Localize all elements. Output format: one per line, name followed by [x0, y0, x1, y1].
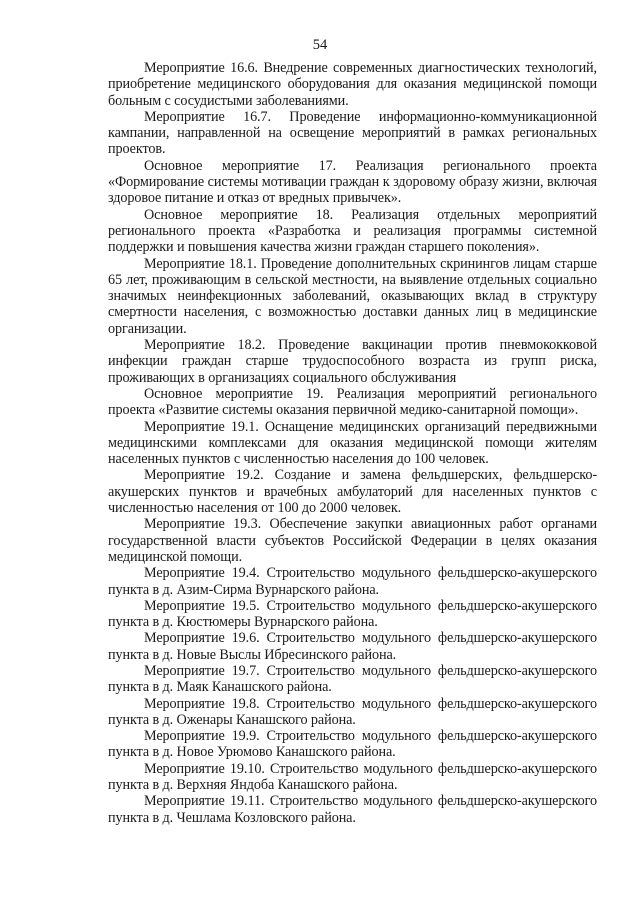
paragraph: Основное мероприятие 18. Реализация отдельных мероприятий регионального проекта «Разработка и реализация программы системной поддержки и повышения качества жизни граждан старшего поколения». — [108, 206, 597, 256]
paragraph: Мероприятие 19.1. Оснащение медицинских организаций передвижными медицинскими комплексами для оказания медицинской помощи жителям населенных пунктов с численностью населения до 100 человек. — [108, 418, 597, 468]
paragraph: Мероприятие 19.6. Строительство модульного фельдшерско-акушерского пункта в д. Новые Выслы Ибресинского района. — [108, 630, 597, 663]
page-number: 54 — [312, 37, 328, 53]
document-body — [108, 60, 597, 826]
paragraph: Мероприятие 16.6. Внедрение современных диагностических технологий, приобретение медицинского оборудования для оказания медицинской помощи больным с сосудистыми заболеваниями. — [108, 60, 597, 109]
paragraph: Основное мероприятие 19. Реализация мероприятий регионального проекта «Развитие системы оказания первичной медико-санитарной помощи». — [108, 385, 597, 419]
paragraph: Основное мероприятие 17. Реализация регионального проекта «Формирование системы мотивации граждан к здоровому образу жизни, включая здоровое питание и отказ от вредных привычек». — [108, 157, 597, 207]
paragraph: Мероприятие 19.7. Строительство модульного фельдшерско-акушерского пункта в д. Маяк Канашского района. — [108, 662, 597, 696]
paragraph: Мероприятие 19.3. Обеспечение закупки авиационных работ органами государственной власти субъектов Российской Федерации в целях оказания медицинской помощи. — [108, 516, 597, 565]
paragraph: Мероприятие 16.7. Проведение информационно-коммуникационной кампании, направленной на освещение мероприятий в рамках региональных проектов. — [108, 108, 597, 158]
paragraph: Мероприятие 19.5. Строительство модульного фельдшерско-акушерского пункта в д. Кюстюмеры Вурнарского района. — [108, 597, 597, 631]
paragraph: Мероприятие 19.10. Строительство модульного фельдшерско-акушерского пункта в д. Верхняя Яндоба Канашского района. — [108, 760, 597, 794]
paragraph: Мероприятие 19.4. Строительство модульного фельдшерско-акушерского пункта в д. Азим-Сирма Вурнарского района. — [108, 565, 597, 598]
paragraph: Мероприятие 19.11. Строительство модульного фельдшерско-акушерского пункта в д. Чешлама Козловского района. — [108, 793, 597, 826]
paragraph: Мероприятие 18.2. Проведение вакцинации против пневмококковой инфекции граждан старше трудоспособного возраста из групп риска, проживающих в организациях социального обслуживания — [108, 337, 597, 386]
paragraph: Мероприятие 19.8. Строительство модульного фельдшерско-акушерского пункта в д. Оженары Канашского района. — [108, 695, 597, 728]
paragraph: Мероприятие 18.1. Проведение дополнительных скринингов лицам старше 65 лет, проживающим в сельской местности, на выявление отдельных социально значимых неинфекционных заболеваний, оказывающих вклад в структуру смертности населения, с возможностью доставки данных лиц в медицинские организации. — [108, 255, 597, 337]
paragraph: Мероприятие 19.2. Создание и замена фельдшерских, фельдшерско-акушерских пунктов и врачебных амбулаторий для населенных пунктов с численностью населения от 100 до 2000 человек. — [108, 467, 597, 517]
paragraph: Мероприятие 19.9. Строительство модульного фельдшерско-акушерского пункта в д. Новое Урюмово Канашского района. — [108, 728, 597, 761]
